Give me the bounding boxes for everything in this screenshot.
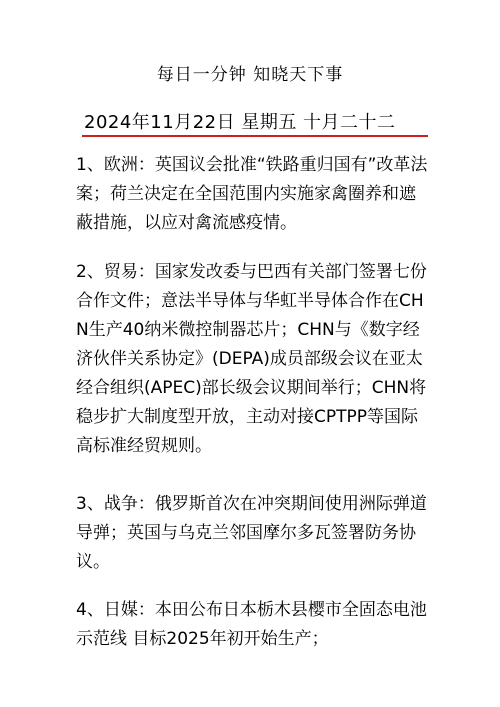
- page-title: 每日一分钟 知晓天下事: [156, 65, 344, 85]
- news-item-2: 2、贸易：国家发改委与巴西有关部门签署七份合作文件；意法半导体与华虹半导体合作在CHN生产40纳米微控制器芯片；CHN与《数字经济伙伴关系协定》(DEPA)成员部级会议在亚太经合组织(APEC)部长级会议期间举行；CHN将稳步扩大制度型开放，主动对接CPTPP等国际高标准经贸规则。: [76, 262, 427, 456]
- date-underline: [82, 135, 428, 137]
- news-item-1: 1、欧洲：英国议会批准“铁路重归国有”改革法案；荷兰决定在全国范围内实施家禽圈养和遮蔽措施，以应对禽流感疫情。: [76, 155, 428, 233]
- date-line: 2024年11月22日 星期五 十月二十二: [84, 112, 396, 133]
- news-item-4: 4、日媒：本田公布日本栃木县樱市全固态电池示范线 目标2025年初开始生产；: [76, 600, 427, 649]
- news-item-3: 3、战争：俄罗斯首次在冲突期间使用洲际弹道导弹；英国与乌克兰邻国摩尔多瓦签署防务协议。: [76, 494, 427, 572]
